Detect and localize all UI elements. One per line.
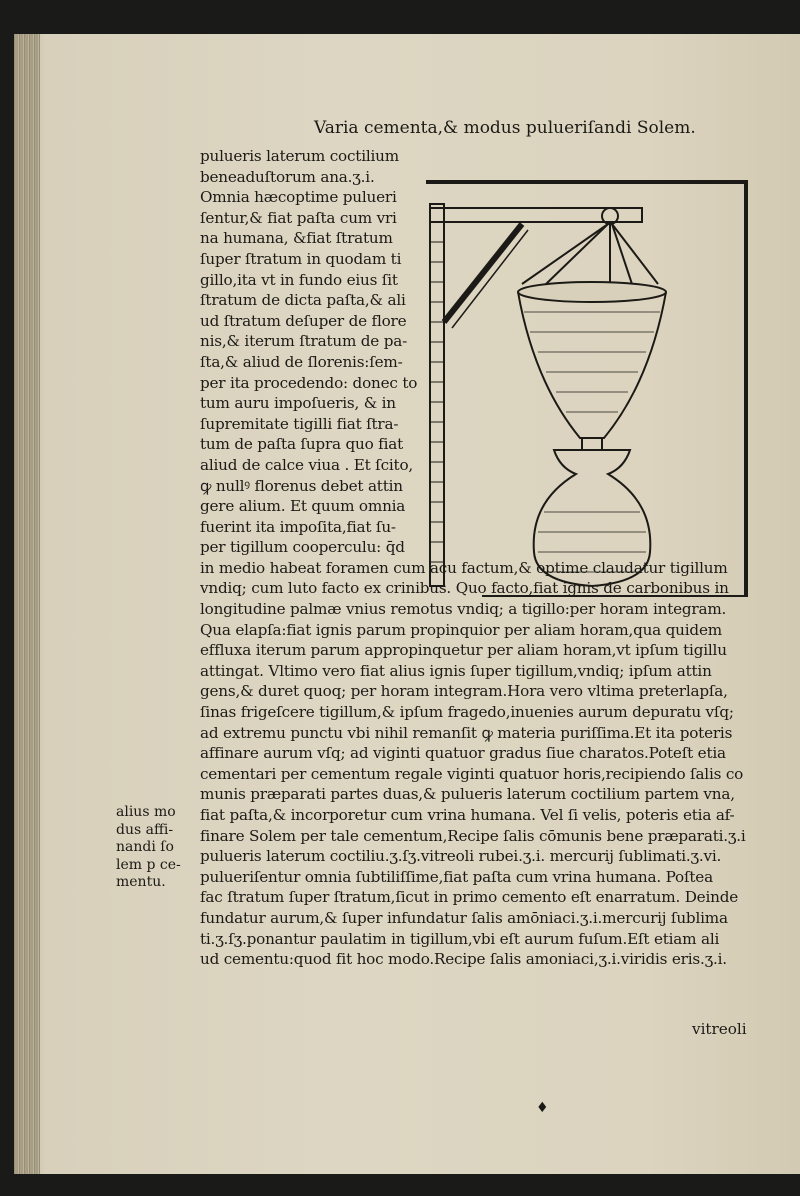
text-line: affinare aurum vſq; ad viginti quatuor gradus ſiue charatos.Poteſt etia — [200, 744, 726, 763]
funnel-rim — [518, 282, 666, 302]
margin-note-line: mentu. — [116, 874, 166, 890]
text-line: fundatur aurum,& ſuper infundatur ſalis amōniaci.ʒ.i.mercurij ſublima — [200, 908, 728, 927]
text-line: ad extremu punctu vbi nihil remanſit ꝙ materia puriſſima.Et ita poteris — [200, 723, 733, 742]
text-line: ti.ʒ.ſʒ.ponantur paulatim in tigillum,vbi eſt aurum fuſum.Eſt etiam ali — [200, 929, 720, 948]
text-line: gillo,ita vt in fundo eius ſit — [200, 270, 398, 289]
text-line: pulueris laterum coctilium — [200, 147, 399, 165]
text-line: nis,& iterum ſtratum de pa- — [200, 332, 408, 351]
text-line: gens,& duret quoq; per horam integram.Hora vero vltima preterlapſa, — [200, 682, 728, 701]
wooden-post — [430, 204, 444, 586]
vessel-shading — [538, 512, 646, 572]
text-line: per ita procedendo: donec to — [200, 373, 418, 392]
funnel-body — [518, 292, 666, 438]
text-line: munis præparati partes duas,& pulueris laterum coctilium partem vna, — [200, 785, 735, 804]
text-line: ſta,& aliud de ſlorenis:ſem- — [200, 352, 403, 371]
running-head: Varia cementa,& modus pulueriſandi Solem. — [314, 118, 696, 138]
margin-note-line: alius mo — [116, 804, 176, 820]
text-line: vndiq; cum luto facto ex crinibus. Quo facto,fiat ignis de carbonibus in — [200, 579, 729, 598]
text-line: ud ſtratum deſuper de flore — [200, 311, 407, 330]
catchword: vitreoli — [692, 1020, 747, 1038]
text-line: finare Solem per tale cementum,Recipe ſalis cōmunis bene præparati.ʒ.i — [200, 826, 746, 845]
text-line: ud cementu:quod fit hoc modo.Recipe ſalis amoniaci,ʒ.i.viridis eris.ʒ.i. — [200, 950, 727, 969]
text-line: ſtratum de dicta paſta,& ali — [200, 291, 406, 310]
text-line: Omnia hæcoptime pulueri — [200, 188, 397, 207]
woodcut-illustration — [422, 152, 752, 602]
margin-note — [116, 804, 200, 892]
funnel-shading — [524, 312, 660, 412]
margin-note-line: nandi ſo — [116, 839, 174, 855]
text-line: ſuper ſtratum in quodam ti — [200, 249, 402, 268]
text-line: ſinas frigeſcere tigillum,& ipſum fragedo,inuenies aurum depuratu vſq; — [200, 703, 734, 722]
wooden-beam — [430, 208, 642, 222]
text-line: gere alium. Et quum omnia — [200, 497, 406, 516]
text-line: aliud de calce viua . Et ſcito, — [200, 455, 414, 474]
book-page — [14, 34, 800, 1174]
text-line: fac ſtratum ſuper ſtratum,ſicut in primo cemento eſt enarratum. Deinde — [200, 888, 739, 907]
text-line: pulueriſentur omnia ſubtiliſſime,fiat paſta cum vrina humana. Poſtea — [200, 867, 713, 886]
margin-note-line: lem p ce- — [116, 856, 181, 873]
text-line: fuerint ita impoſita,fiat ſu- — [200, 517, 396, 536]
text-line: effluxa iterum parum appropinquetur per aliam horam,vt ipſum tigillu — [200, 641, 727, 660]
page-gutter — [14, 34, 40, 1174]
text-line: beneaduſtorum ana.ʒ.i. — [200, 167, 375, 186]
text-line: cementari per cementum regale viginti quatuor horis,recipiendo ſalis co — [200, 764, 744, 783]
text-line: na humana, &fiat ſtratum — [200, 229, 393, 248]
text-line: fiat paſta,& incorporetur cum vrina humana. Vel ſi velis, poteris etia af- — [200, 806, 735, 824]
post-hatching — [430, 222, 444, 562]
text-line: ſentur,& fiat paſta cum vri — [200, 208, 397, 227]
text-line: attingat. Vltimo vero fiat alius ignis ſuper tigillum,vndiq; ipſum attin — [200, 661, 712, 680]
text-line: per tigillum cooperculu: q̄d — [200, 538, 405, 557]
text-line: ſupremitate tigilli fiat ſtra- — [200, 414, 399, 433]
beam-brace — [444, 224, 522, 322]
text-line: tum auru impoſueris, & in — [200, 394, 396, 413]
margin-note-line: dus affi- — [116, 821, 174, 838]
text-line: in medio habeat foramen cum acu factum,& optime claudatur tigillum — [200, 558, 728, 577]
text-line: longitudine palmæ vnius remotus vndiq; a tigillo:per horam integram. — [200, 600, 727, 619]
funnel-spout — [582, 438, 602, 450]
text-line: Qua elapſa:fiat ignis parum propinquior per aliam horam,qua quidem — [200, 620, 722, 639]
text-line: ꝙ nullꝰ florenus debet attin — [200, 476, 403, 495]
text-line: pulueris laterum coctiliu.ʒ.ſʒ.vitreoli rubei.ʒ.i. mercurij ſublimati.ʒ.vi. — [200, 847, 722, 866]
text-full-width — [200, 558, 766, 970]
ornament-dot: ♦ — [536, 1100, 549, 1116]
receiving-vessel — [534, 450, 651, 586]
text-line: tum de paſta ſupra quo fiat — [200, 435, 404, 454]
